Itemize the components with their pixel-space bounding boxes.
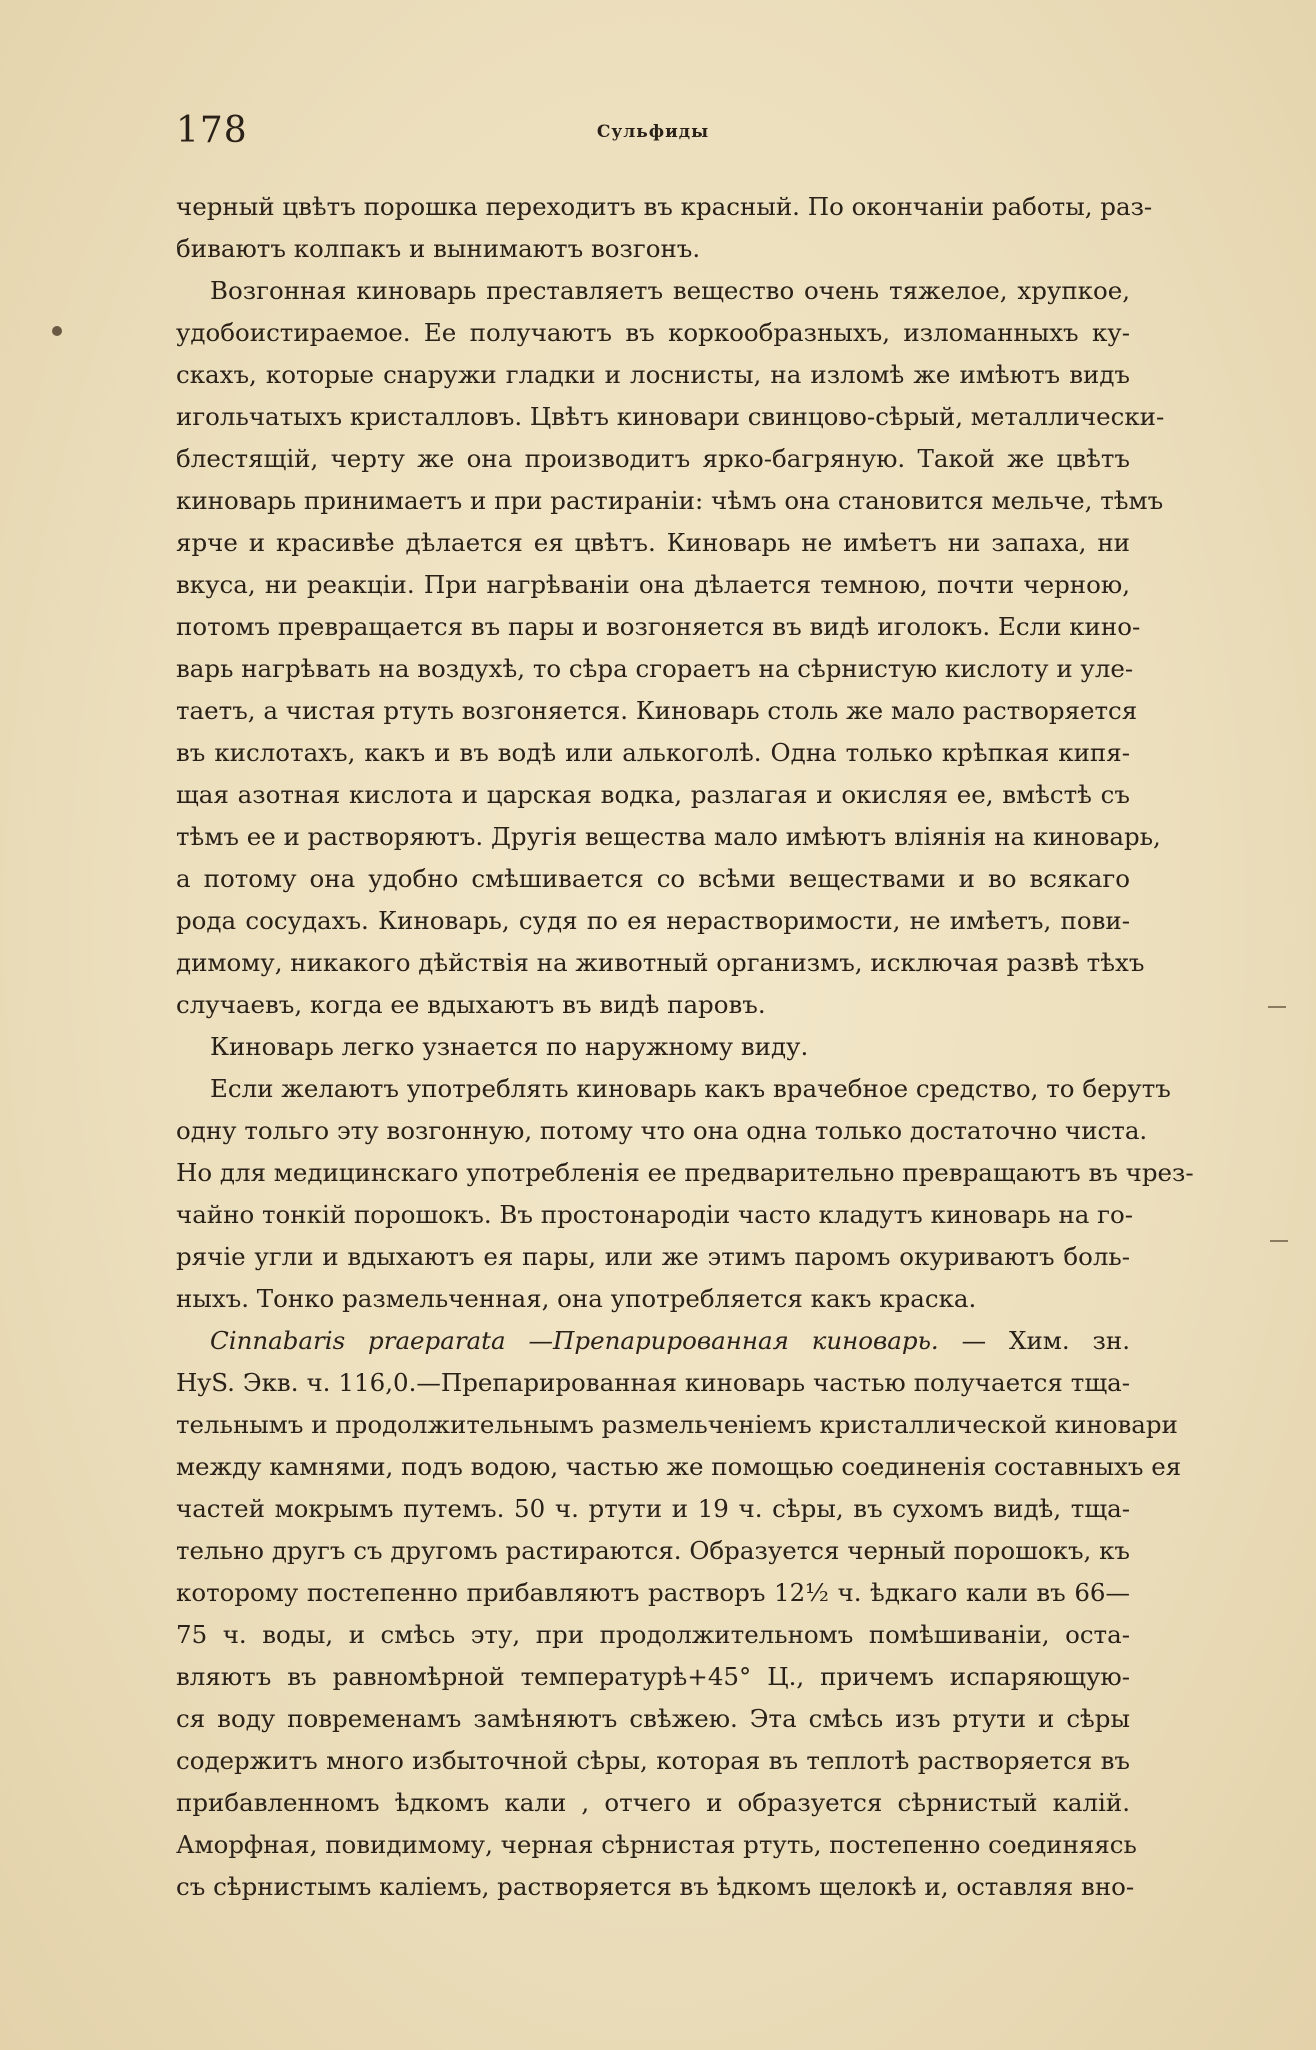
text-line: ныхъ. Тонко размельченная, она употребляется какъ краска.: [176, 1284, 977, 1313]
text-line: скахъ, которые снаружи гладки и лоснисты, на изломѣ же имѣютъ видъ: [176, 360, 1130, 389]
text-line: содержитъ много избыточной сѣры, которая въ теплотѣ растворяется въ: [176, 1746, 1130, 1775]
text-line: черный цвѣтъ порошка переходитъ въ красный. По окончаніи работы, раз-: [176, 192, 1153, 221]
text-line: удобоистираемое. Ее получаютъ въ коркообразныхъ, изломанныхъ ку-: [176, 318, 1130, 347]
text-line: Киноварь легко узнается по наружному виду.: [210, 1032, 809, 1061]
text-line: ярче и красивѣе дѣлается ея цвѣтъ. Киноварь не имѣетъ ни запаха, ни: [176, 528, 1130, 557]
text-line: ся воду повременамъ замѣняютъ свѣжею. Эта смѣсь изъ ртути и сѣры: [176, 1704, 1130, 1733]
text-line: тельнымъ и продолжительнымъ размельченіемъ кристаллической киновари: [176, 1410, 1178, 1439]
text-line: щая азотная кислота и царская водка, разлагая и окисляя ее, вмѣстѣ съ: [176, 780, 1130, 809]
text-line: вкуса, ни реакціи. При нагрѣваніи она дѣлается темною, почти черною,: [176, 570, 1130, 599]
text-line: частей мокрымъ путемъ. 50 ч. ртути и 19 ч. сѣры, въ сухомъ видѣ, тща-: [176, 1494, 1130, 1523]
text-line: Но для медицинскаго употребленія ее предварительно превращаютъ въ чрез-: [176, 1158, 1194, 1187]
text-line: потомъ превращается въ пары и возгоняется въ видѣ иголокъ. Если кино-: [176, 612, 1141, 641]
text-line: въ кислотахъ, какъ и въ водѣ или алькоголѣ. Одна только крѣпкая кипя-: [176, 738, 1130, 767]
running-head: Сульфиды: [596, 122, 710, 142]
text-line: рода сосудахъ. Киноварь, судя по ея нерастворимости, не имѣетъ, пови-: [176, 906, 1130, 935]
text-line: HyS. Экв. ч. 116,0.—Препарированная киноварь частью получается тща-: [176, 1368, 1130, 1397]
text-line: Если желаютъ употреблять киноварь какъ врачебное средство, то берутъ: [210, 1074, 1171, 1103]
section-heading: Cinnabaris praeparata —Препарированная киноварь.: [210, 1326, 939, 1355]
text-line: тѣмъ ее и растворяютъ. Другія вещества мало имѣютъ вліянія на киноварь,: [176, 822, 1161, 851]
page-header: [176, 110, 1130, 160]
text-line: таетъ, а чистая ртуть возгоняется. Киноварь столь же мало растворяется: [176, 696, 1138, 725]
margin-dot-mark: [52, 326, 62, 336]
text-line: вляютъ въ равномѣрной температурѣ+45° Ц., причемъ испаряющую-: [176, 1662, 1130, 1691]
text-line: чайно тонкій порошокъ. Въ простонародіи часто кладутъ киноварь на го-: [176, 1200, 1134, 1229]
text-line: Аморфная, повидимому, черная сѣрнистая ртуть, постепенно соединяясь: [176, 1830, 1137, 1859]
text-line: биваютъ колпакъ и вынимаютъ возгонъ.: [176, 234, 701, 263]
text-line: тельно другъ съ другомъ растираются. Образуется черный порошокъ, къ: [176, 1536, 1131, 1565]
text-line: между камнями, подъ водою, частью же помощью соединенія составныхъ ея: [176, 1452, 1182, 1481]
text-line: игольчатыхъ кристалловъ. Цвѣтъ киновари свинцово-сѣрый, металлически-: [176, 402, 1165, 431]
text-line: съ сѣрнистымъ каліемъ, растворяется въ ѣдкомъ щелокѣ и, оставляя вно-: [176, 1872, 1135, 1901]
line-text: — Хим. зн.: [938, 1326, 1130, 1355]
text-line: димому, никакого дѣйствія на животный организмъ, исключая развѣ тѣхъ: [176, 948, 1145, 977]
text-line: случаевъ, когда ее вдыхаютъ въ видѣ паровъ.: [176, 990, 766, 1019]
text-line: блестящій, черту же она производитъ ярко-багряную. Такой же цвѣтъ: [176, 444, 1130, 473]
text-line: варь нагрѣвать на воздухѣ, то сѣра сгораетъ на сѣрнистую кислоту и уле-: [176, 654, 1134, 683]
text-line: а потому она удобно смѣшивается со всѣми веществами и во всякаго: [176, 864, 1130, 893]
text-line: киноварь принимаетъ и при растираніи: чѣмъ она становится мельче, тѣмъ: [176, 486, 1164, 515]
margin-tick-mark: [1268, 1006, 1286, 1008]
text-line: 75 ч. воды, и смѣсь эту, при продолжительномъ помѣшиваніи, оста-: [176, 1620, 1130, 1649]
text-line: [176, 1320, 1130, 1362]
text-line: рячіе угли и вдыхаютъ ея пары, или же этимъ паромъ окуриваютъ боль-: [176, 1242, 1130, 1271]
page-number: 178: [176, 110, 248, 151]
text-line: одну тольго эту возгонную, потому что она одна только достаточно чиста.: [176, 1116, 1148, 1145]
text-line: которому постепенно прибавляютъ растворъ 12½ ч. ѣдкаго кали въ 66—: [176, 1578, 1130, 1607]
body-text: [176, 186, 1194, 1908]
text-line: прибавленномъ ѣдкомъ кали , отчего и образуется сѣрнистый калій.: [176, 1788, 1130, 1817]
margin-tick-mark: [1270, 1240, 1288, 1242]
text-line: Возгонная киноварь преставляетъ вещество очень тяжелое, хрупкое,: [210, 276, 1130, 305]
